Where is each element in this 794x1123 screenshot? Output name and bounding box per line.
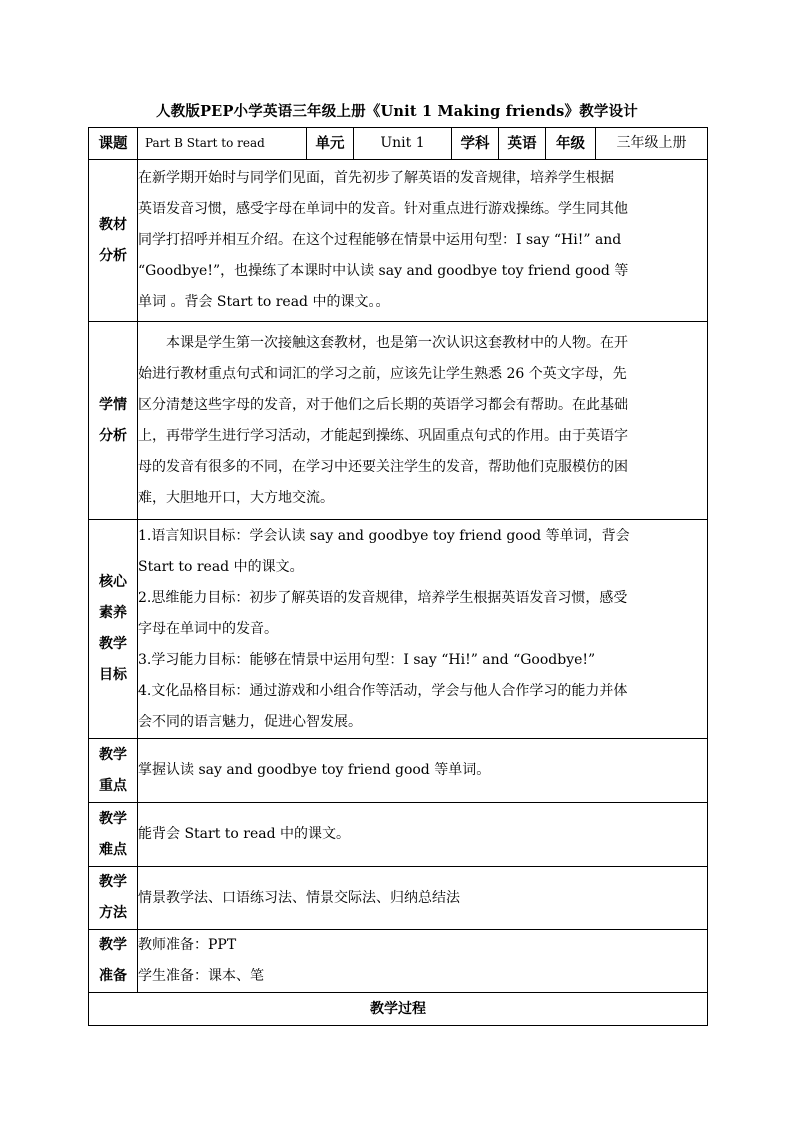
header-row xyxy=(89,128,708,160)
core-goals-text: 1.语言知识目标：学会认读 say and goodbye toy friend good 等单词，背会 Start to read 中的课文。 2.思维能力目标：初步了解英语的发音规律，培养学生根据英语发音习惯，感受 字母在单词中的发音。 3.学习能力目标：能够在情景中运用句型：I say “Hi!” and “Goodbye!” 4.文化品格目标：通过游戏和小组合作等活动，学会与他人合作学习的能力并体 会不同的语言魅力，促进心智发展。 xyxy=(138,520,708,739)
student-preparation: 学生准备：课本、笔 xyxy=(138,968,264,984)
key-points-text: 掌握认读 say and goodbye toy friend good 等单词。 xyxy=(138,739,708,803)
difficulties-row xyxy=(89,803,708,867)
methods-text: 情景教学法、口语练习法、情景交际法、归纳总结法 xyxy=(138,867,708,930)
unit-label: 单元 xyxy=(307,128,354,160)
student-analysis-label: 学情 分析 xyxy=(89,322,138,520)
difficulties-label: 教学 难点 xyxy=(89,803,138,867)
difficulties-text: 能背会 Start to read 中的课文。 xyxy=(138,803,708,867)
preparation-text xyxy=(138,930,708,993)
document-title: 人教版PEP小学英语三年级上册《Unit 1 Making friends》教学设计 xyxy=(155,103,639,120)
key-points-label: 教学 重点 xyxy=(89,739,138,803)
material-analysis-label: 教材 分析 xyxy=(89,160,138,322)
process-row xyxy=(89,993,708,1026)
subject-value: 英语 xyxy=(499,128,546,160)
material-analysis-row xyxy=(89,160,708,322)
methods-row xyxy=(89,867,708,930)
grade-value: 三年级上册 xyxy=(596,128,708,160)
topic-label: 课题 xyxy=(89,128,138,160)
preparation-label: 教学 准备 xyxy=(89,930,138,993)
core-goals-row xyxy=(89,520,708,739)
preparation-row xyxy=(89,930,708,993)
methods-label: 教学 方法 xyxy=(89,867,138,930)
student-analysis-text: 本课是学生第一次接触这套教材，也是第一次认识这套教材中的人物。在开 始进行教材重点句式和词汇的学习之前，应该先让学生熟悉 26 个英文字母，先 区分清楚这些字母的发音，对于他们之后长期的英语学习都会有帮助。在此基础 上，再带学生进行学习活动，才能起到操练、巩固重点句式的作用。由于英语字 母的发音有很多的不同，在学习中还要关注学生的发音，帮助他们克服模仿的困 难，大胆地开口，大方地交流。 xyxy=(138,322,708,520)
subject-label: 学科 xyxy=(452,128,499,160)
key-points-row xyxy=(89,739,708,803)
material-analysis-text: 在新学期开始时与同学们见面，首先初步了解英语的发音规律，培养学生根据 英语发音习惯，感受字母在单词中的发音。针对重点进行游戏操练。学生同其他 同学打招呼并相互介绍。在这个过程能够在情景中运用句型：I say “Hi!” and “Goodbye!”，也操练了本课时中认读 say and goodbye toy friend good 等 单词 。背会 Start to read 中的课文。。 xyxy=(138,160,708,322)
grade-label: 年级 xyxy=(546,128,596,160)
teacher-preparation: 教师准备：PPT xyxy=(138,937,237,953)
process-title: 教学过程 xyxy=(89,993,708,1026)
core-goals-label: 核心 素养 教学 目标 xyxy=(89,520,138,739)
lesson-plan-table xyxy=(88,127,708,1026)
topic-value: Part B Start to read xyxy=(138,128,307,160)
unit-value: Unit 1 xyxy=(354,128,452,160)
student-analysis-row xyxy=(89,322,708,520)
